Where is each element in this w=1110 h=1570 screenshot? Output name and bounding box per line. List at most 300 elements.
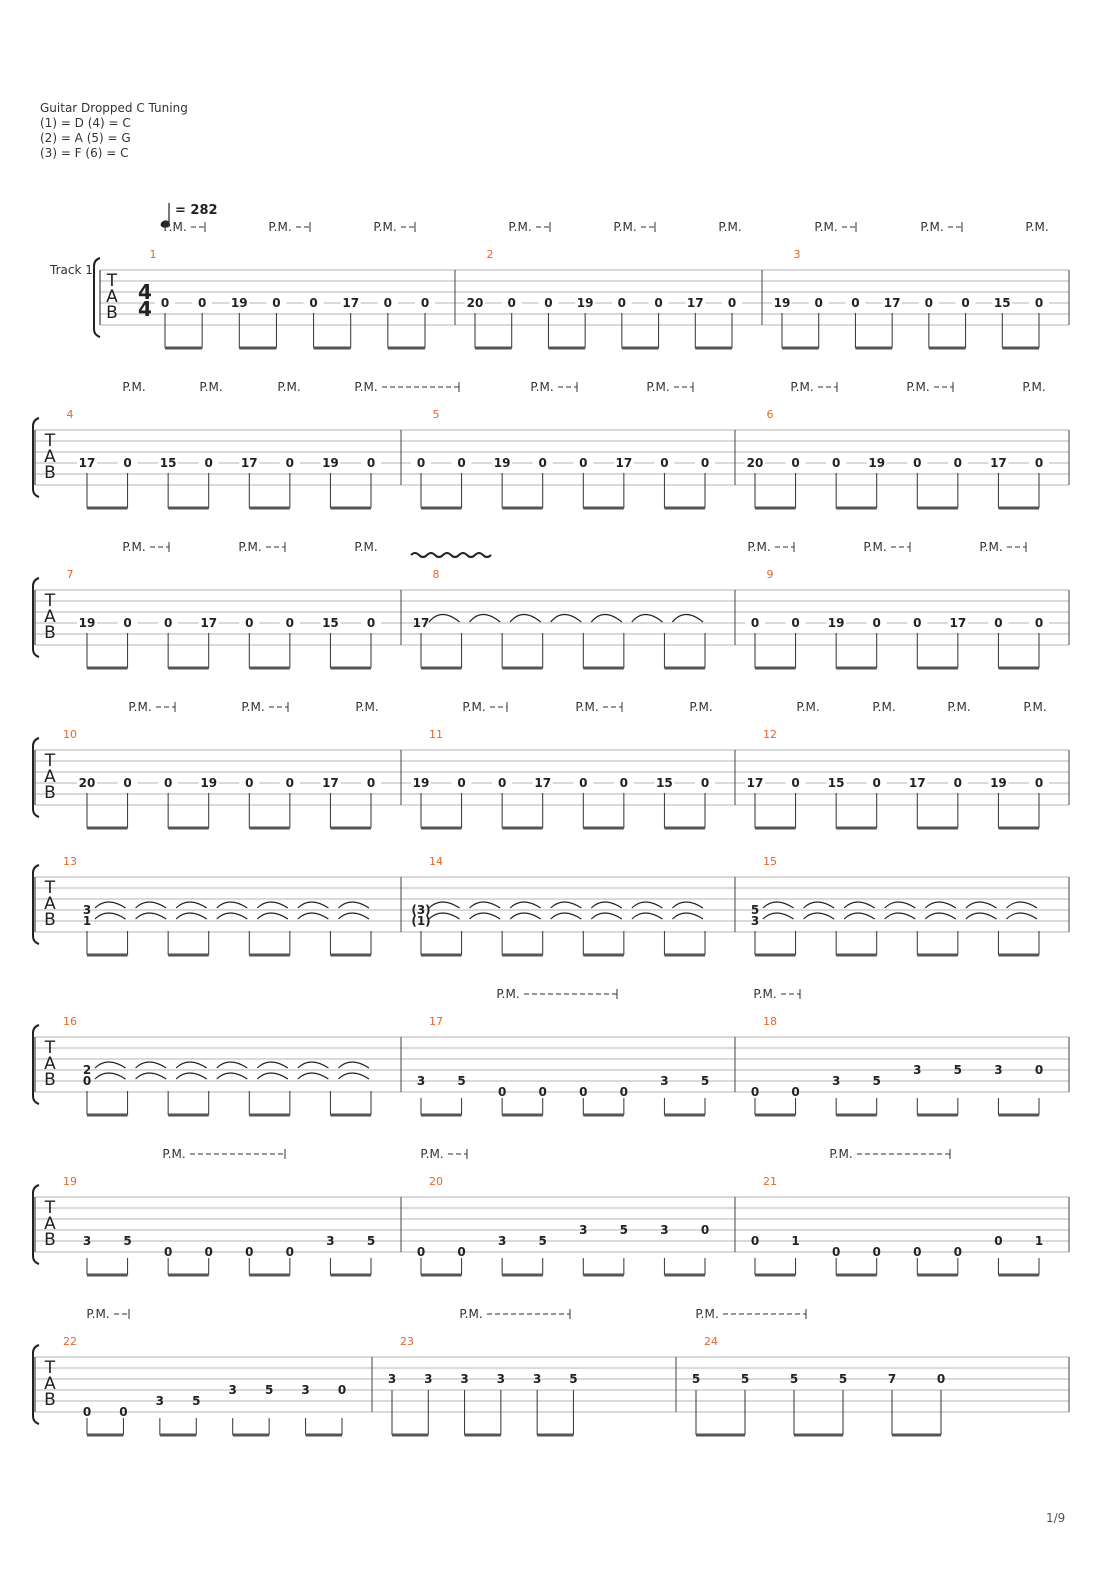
fret-number: 19 xyxy=(827,616,845,630)
tie xyxy=(763,902,794,908)
fret-number: 15 xyxy=(993,296,1011,310)
tie xyxy=(804,902,835,908)
fret-number: 0 xyxy=(872,776,881,790)
measure-number: 13 xyxy=(63,855,77,868)
fret-number: 0 xyxy=(309,296,318,310)
tie xyxy=(591,913,622,919)
fret-number: 0 xyxy=(994,616,1003,630)
tab-clef-letter: T xyxy=(44,751,56,771)
tuning-line: (3) = F (6) = C xyxy=(40,146,129,160)
fret-number: 0 xyxy=(366,616,376,630)
tuning-line: (1) = D (4) = C xyxy=(40,116,131,130)
tie xyxy=(925,902,956,908)
tab-clef-letter: B xyxy=(44,1070,56,1090)
fret-number: 0 xyxy=(163,1245,173,1259)
palm-mute-label: P.M. xyxy=(508,220,532,234)
fret-number: 0 xyxy=(285,776,295,790)
fret-number: 0 xyxy=(953,776,963,790)
measure-number: 10 xyxy=(63,728,77,741)
tie xyxy=(510,902,541,908)
fret-number: 0 xyxy=(1034,456,1044,470)
fret-number: 0 xyxy=(936,1372,946,1386)
fret-number: 0 xyxy=(924,296,934,310)
fret-number: 0 xyxy=(617,296,627,310)
tie xyxy=(632,902,663,908)
fret-number: 3 xyxy=(831,1074,841,1088)
tab-clef-letter: A xyxy=(106,287,118,307)
tie xyxy=(591,902,622,908)
tab-clef-letter: A xyxy=(44,767,56,787)
fret-number: 15 xyxy=(159,456,177,470)
fret-number: 17 xyxy=(949,616,967,630)
fret-number: 17 xyxy=(322,776,339,790)
fret-number: 19 xyxy=(576,296,594,310)
fret-number: 15 xyxy=(827,776,845,790)
tie xyxy=(338,1073,369,1079)
tie xyxy=(338,902,369,908)
measure-number: 5 xyxy=(432,408,440,421)
fret-number: 0 xyxy=(82,1405,92,1419)
fret-number: 0 xyxy=(700,776,710,790)
fret-number: 19 xyxy=(773,296,791,310)
fret-number: 19 xyxy=(412,776,430,790)
fret-number: 0 xyxy=(791,776,800,790)
fret-number: 0 xyxy=(204,1245,213,1259)
fret-number: 5 xyxy=(838,1372,848,1386)
fret-number: 3 xyxy=(660,1223,669,1237)
tie xyxy=(338,1062,369,1068)
fret-number: 0 xyxy=(913,616,922,630)
tie xyxy=(298,1073,329,1079)
tie xyxy=(966,902,997,908)
fret-number: 0 xyxy=(913,456,922,470)
tie xyxy=(672,913,703,919)
measure-number: 17 xyxy=(429,1015,443,1028)
measure-number: 4 xyxy=(66,408,74,421)
fret-number: 0 xyxy=(750,1234,760,1248)
tie xyxy=(844,902,875,908)
fret-number: 5 xyxy=(538,1234,547,1248)
fret-number: 5 xyxy=(619,1223,629,1237)
fret-number: 3 xyxy=(82,1234,92,1248)
fret-number: 20 xyxy=(78,776,96,790)
tab-clef-letter: B xyxy=(44,783,56,803)
fret-number: 3 xyxy=(387,1372,397,1386)
tie xyxy=(298,902,329,908)
fret-number: 0 xyxy=(700,456,710,470)
tab-clef-letter: A xyxy=(44,1374,56,1394)
palm-mute-label: P.M. xyxy=(459,1307,483,1321)
time-signature-top: 4 xyxy=(138,280,152,304)
tie xyxy=(217,913,248,919)
fret-number: 17 xyxy=(615,456,633,470)
tie xyxy=(217,902,248,908)
tab-clef-letter: B xyxy=(106,303,118,323)
tab-clef-letter: T xyxy=(44,1358,56,1378)
tie xyxy=(298,1062,329,1068)
tab-clef-letter: B xyxy=(44,1390,56,1410)
fret-number: 0 xyxy=(119,1405,128,1419)
tie xyxy=(298,913,329,919)
tie xyxy=(257,913,288,919)
tie xyxy=(1006,902,1037,908)
tab-clef-letter: A xyxy=(44,607,56,627)
palm-mute-label: P.M. xyxy=(1022,380,1046,394)
palm-mute-label: P.M. xyxy=(906,380,930,394)
fret-number: 15 xyxy=(656,776,673,790)
fret-number: 17 xyxy=(990,456,1007,470)
fret-number: 3 xyxy=(994,1063,1003,1077)
fret-number: 17 xyxy=(200,616,218,630)
fret-number: 0 xyxy=(872,616,881,630)
fret-number: 17 xyxy=(78,456,96,470)
fret-number: 17 xyxy=(412,616,430,630)
page-number: 1/9 xyxy=(1046,1511,1066,1525)
measure-number: 1 xyxy=(149,248,157,261)
fret-number: 17 xyxy=(534,776,552,790)
fret-number: 17 xyxy=(342,296,360,310)
system-bracket xyxy=(94,258,100,337)
palm-mute-label: P.M. xyxy=(373,220,397,234)
palm-mute-label: P.M. xyxy=(790,380,814,394)
palm-mute-label: P.M. xyxy=(695,1307,719,1321)
fret-number: 0 xyxy=(497,1085,507,1099)
measure-number: 23 xyxy=(400,1335,414,1348)
fret-number: 0 xyxy=(272,296,281,310)
fret-number: 0 xyxy=(538,1085,547,1099)
fret-number: 0 xyxy=(383,296,393,310)
tab-clef-letter: B xyxy=(44,623,56,643)
fret-number: 17 xyxy=(883,296,901,310)
tab-clef-letter: T xyxy=(44,431,56,451)
fret-number: 0 xyxy=(579,776,588,790)
fret-number: 0 xyxy=(579,456,588,470)
tie xyxy=(844,913,875,919)
fret-number: 0 xyxy=(953,456,963,470)
fret-number: 3 xyxy=(913,1063,922,1077)
fret-number: 0 xyxy=(420,296,430,310)
fret-number: 5 xyxy=(569,1372,578,1386)
tie xyxy=(136,1062,167,1068)
tie xyxy=(804,913,835,919)
tab-clef-letter: T xyxy=(44,591,56,611)
tie xyxy=(176,1062,207,1068)
fret-number: 0 xyxy=(416,456,426,470)
fret-number: 3 xyxy=(82,903,92,917)
fret-number: 0 xyxy=(457,776,466,790)
fret-number: (1) xyxy=(411,914,431,928)
fret-number: 0 xyxy=(994,1234,1003,1248)
tie xyxy=(217,1073,248,1079)
fret-number: 0 xyxy=(285,616,295,630)
measure-number: 24 xyxy=(704,1335,718,1348)
palm-mute-label: P.M. xyxy=(753,987,777,1001)
tie xyxy=(470,902,501,908)
fret-number: 3 xyxy=(497,1234,507,1248)
fret-number: 17 xyxy=(908,776,926,790)
fret-number: 0 xyxy=(457,456,466,470)
palm-mute-label: P.M. xyxy=(979,540,1003,554)
measure-number: 20 xyxy=(429,1175,443,1188)
fret-number: 17 xyxy=(686,296,704,310)
fret-number: 19 xyxy=(78,616,96,630)
measure-number: 18 xyxy=(763,1015,777,1028)
tie xyxy=(551,902,582,908)
fret-number: 5 xyxy=(457,1074,466,1088)
fret-number: 0 xyxy=(913,1245,922,1259)
tie xyxy=(885,902,916,908)
fret-number: 0 xyxy=(750,1085,760,1099)
tie xyxy=(510,913,541,919)
fret-number: 0 xyxy=(457,1245,466,1259)
fret-number: 5 xyxy=(789,1372,799,1386)
fret-number: 0 xyxy=(851,296,860,310)
fret-number: 19 xyxy=(322,456,339,470)
measure-number: 2 xyxy=(486,248,494,261)
tie xyxy=(672,902,703,908)
measure-number: 14 xyxy=(429,855,443,868)
tie xyxy=(95,913,126,919)
tie xyxy=(632,615,663,623)
palm-mute-label: P.M. xyxy=(128,700,152,714)
fret-number: 0 xyxy=(619,1085,629,1099)
tie xyxy=(763,913,794,919)
measure-number: 16 xyxy=(63,1015,77,1028)
tab-clef-letter: A xyxy=(44,447,56,467)
tuning-line: (2) = A (5) = G xyxy=(40,131,131,145)
tab-clef-letter: T xyxy=(106,271,118,291)
fret-number: 0 xyxy=(1034,1063,1044,1077)
palm-mute-label: P.M. xyxy=(646,380,670,394)
tab-clef-letter: B xyxy=(44,1230,56,1250)
fret-number: 0 xyxy=(791,456,800,470)
fret-number: 0 xyxy=(579,1085,588,1099)
measure-number: 19 xyxy=(63,1175,77,1188)
tie xyxy=(429,913,460,919)
palm-mute-label: P.M. xyxy=(829,1147,853,1161)
fret-number: 3 xyxy=(496,1372,506,1386)
palm-mute-label: P.M. xyxy=(613,220,637,234)
fret-number: 0 xyxy=(619,776,629,790)
fret-number: 15 xyxy=(322,616,339,630)
palm-mute-label: P.M. xyxy=(162,1147,186,1161)
fret-number: 0 xyxy=(750,616,760,630)
time-signature-bottom: 4 xyxy=(138,297,152,321)
tempo-mark: = 282 xyxy=(175,203,218,218)
fret-number: 0 xyxy=(204,456,213,470)
fret-number: 3 xyxy=(424,1372,433,1386)
tie xyxy=(95,902,126,908)
measure-number: 22 xyxy=(63,1335,77,1348)
tie xyxy=(176,1073,207,1079)
fret-number: 3 xyxy=(416,1074,426,1088)
fret-number: 0 xyxy=(82,1074,92,1088)
palm-mute-label: P.M. xyxy=(814,220,838,234)
fret-number: 3 xyxy=(660,1074,669,1088)
tie xyxy=(136,902,167,908)
tie xyxy=(551,615,582,623)
fret-number: 3 xyxy=(326,1234,335,1248)
tab-clef-letter: B xyxy=(44,910,56,930)
tie xyxy=(925,913,956,919)
palm-mute-label: P.M. xyxy=(920,220,944,234)
palm-mute-label: P.M. xyxy=(718,220,742,234)
fret-number: 0 xyxy=(497,776,507,790)
fret-number: 0 xyxy=(660,456,669,470)
tie xyxy=(470,913,501,919)
measure-number: 15 xyxy=(763,855,777,868)
tie xyxy=(429,902,460,908)
fret-number: 0 xyxy=(831,456,841,470)
fret-number: 3 xyxy=(155,1394,165,1408)
fret-number: 0 xyxy=(163,616,173,630)
measure-number: 11 xyxy=(429,728,443,741)
tie xyxy=(95,1062,126,1068)
fret-number: 0 xyxy=(727,296,737,310)
fret-number: 0 xyxy=(953,1245,963,1259)
fret-number: 0 xyxy=(285,456,295,470)
fret-number: 0 xyxy=(163,776,173,790)
tie xyxy=(591,615,622,623)
fret-number: 0 xyxy=(654,296,663,310)
fret-number: 3 xyxy=(460,1372,469,1386)
palm-mute-label: P.M. xyxy=(496,987,520,1001)
fret-number: 19 xyxy=(493,456,511,470)
measure-number: 6 xyxy=(766,408,774,421)
fret-number: 3 xyxy=(301,1383,310,1397)
measure-number: 21 xyxy=(763,1175,777,1188)
fret-number: 0 xyxy=(366,776,376,790)
vibrato-icon xyxy=(411,553,491,557)
fret-number: 2 xyxy=(82,1063,92,1077)
tie xyxy=(338,913,369,919)
fret-number: 5 xyxy=(750,903,760,917)
tie xyxy=(176,902,207,908)
palm-mute-label: P.M. xyxy=(199,380,223,394)
fret-number: (3) xyxy=(411,903,431,917)
fret-number: 0 xyxy=(814,296,823,310)
fret-number: 19 xyxy=(868,456,886,470)
fret-number: 0 xyxy=(123,456,132,470)
fret-number: 0 xyxy=(1034,296,1044,310)
palm-mute-label: P.M. xyxy=(863,540,887,554)
fret-number: 7 xyxy=(887,1372,897,1386)
fret-number: 19 xyxy=(200,776,218,790)
fret-number: 0 xyxy=(123,776,132,790)
tuning-title: Guitar Dropped C Tuning xyxy=(40,101,188,115)
tab-clef-letter: T xyxy=(44,1198,56,1218)
tab-clef-letter: A xyxy=(44,1054,56,1074)
tie xyxy=(176,913,207,919)
palm-mute-label: P.M. xyxy=(462,700,486,714)
fret-number: 0 xyxy=(872,1245,881,1259)
tie xyxy=(257,1073,288,1079)
palm-mute-label: P.M. xyxy=(872,700,896,714)
palm-mute-label: P.M. xyxy=(86,1307,110,1321)
fret-number: 5 xyxy=(192,1394,201,1408)
fret-number: 5 xyxy=(123,1234,132,1248)
palm-mute-label: P.M. xyxy=(747,540,771,554)
tab-clef-letter: A xyxy=(44,894,56,914)
tie xyxy=(217,1062,248,1068)
tie xyxy=(429,615,460,623)
tab-clef-letter: T xyxy=(44,878,56,898)
fret-number: 5 xyxy=(740,1372,750,1386)
palm-mute-label: P.M. xyxy=(1023,700,1047,714)
palm-mute-label: P.M. xyxy=(420,1147,444,1161)
palm-mute-label: P.M. xyxy=(355,700,379,714)
tie xyxy=(510,615,541,623)
tie xyxy=(95,1073,126,1079)
fret-number: 17 xyxy=(240,456,258,470)
palm-mute-label: P.M. xyxy=(354,380,378,394)
palm-mute-label: P.M. xyxy=(689,700,713,714)
tie xyxy=(470,615,501,623)
fret-number: 0 xyxy=(507,296,516,310)
fret-number: 0 xyxy=(791,1085,800,1099)
tie xyxy=(136,913,167,919)
fret-number: 3 xyxy=(750,914,760,928)
tab-clef-letter: B xyxy=(44,463,56,483)
tie xyxy=(551,913,582,919)
measure-number: 8 xyxy=(432,568,440,581)
palm-mute-label: P.M. xyxy=(241,700,265,714)
palm-mute-label: P.M. xyxy=(575,700,599,714)
palm-mute-label: P.M. xyxy=(238,540,262,554)
fret-number: 0 xyxy=(1034,776,1044,790)
fret-number: 5 xyxy=(691,1372,701,1386)
fret-number: 0 xyxy=(245,776,254,790)
fret-number: 19 xyxy=(230,296,248,310)
fret-number: 0 xyxy=(123,616,132,630)
fret-number: 0 xyxy=(538,456,547,470)
palm-mute-label: P.M. xyxy=(277,380,301,394)
tie xyxy=(632,913,663,919)
palm-mute-label: P.M. xyxy=(354,540,378,554)
fret-number: 20 xyxy=(746,456,764,470)
tie xyxy=(257,902,288,908)
palm-mute-label: P.M. xyxy=(122,380,146,394)
fret-number: 0 xyxy=(791,616,800,630)
fret-number: 0 xyxy=(1034,616,1044,630)
fret-number: 0 xyxy=(197,296,207,310)
fret-number: 0 xyxy=(700,1223,710,1237)
fret-number: 0 xyxy=(544,296,553,310)
fret-number: 0 xyxy=(285,1245,295,1259)
palm-mute-label: P.M. xyxy=(947,700,971,714)
fret-number: 1 xyxy=(791,1234,800,1248)
fret-number: 0 xyxy=(831,1245,841,1259)
fret-number: 0 xyxy=(337,1383,347,1397)
fret-number: 5 xyxy=(264,1383,274,1397)
fret-number: 0 xyxy=(160,296,170,310)
fret-number: 19 xyxy=(990,776,1007,790)
track-label: Track 1 xyxy=(50,263,93,277)
palm-mute-label: P.M. xyxy=(268,220,292,234)
fret-number: 0 xyxy=(416,1245,426,1259)
tab-clef-letter: T xyxy=(44,1038,56,1058)
fret-number: 3 xyxy=(228,1383,237,1397)
fret-number: 17 xyxy=(746,776,764,790)
tie xyxy=(966,913,997,919)
measure-number: 7 xyxy=(66,568,74,581)
fret-number: 3 xyxy=(532,1372,542,1386)
tie xyxy=(257,1062,288,1068)
measure-number: 12 xyxy=(763,728,777,741)
fret-number: 20 xyxy=(466,296,484,310)
palm-mute-label: P.M. xyxy=(122,540,146,554)
fret-number: 5 xyxy=(872,1074,881,1088)
